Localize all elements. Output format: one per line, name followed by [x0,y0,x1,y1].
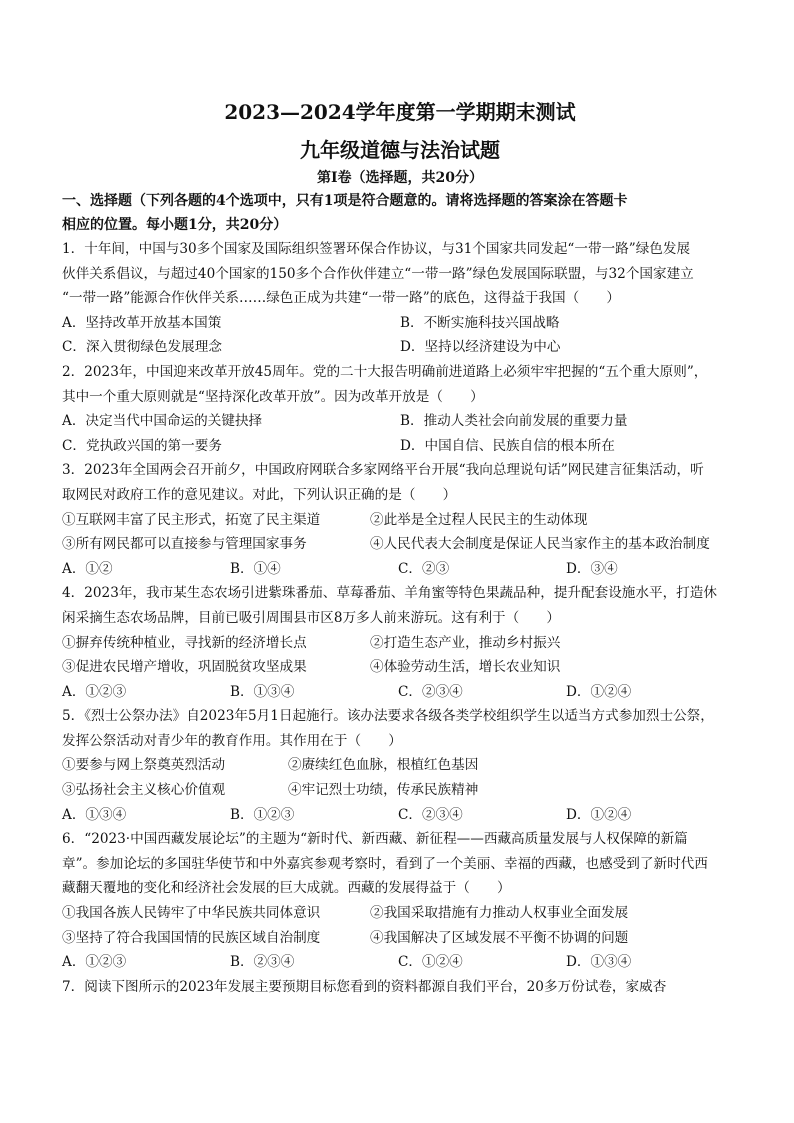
option-b: B．不断实施科技兴国战略 [400,314,560,331]
option-a: A．①②③ [62,683,127,700]
statement-3: ③所有网民都可以直接参与管理国家事务 [62,536,307,553]
question-1-line-3: “一带一路”能源合作伙伴关系……绿色正成为共建“一带一路”的底色，这得益于我国（ ） [62,290,620,307]
statement-3: ③弘扬社会主义核心价值观 [62,782,226,799]
question-6-line-1: 6．“2023·中国西藏发展论坛”的主题为“新时代、新西藏、新征程——西藏高质量发展与人权保障的新篇 [62,831,688,848]
option-d: D．中国自信、民族自信的根本所在 [400,437,615,454]
statement-2: ②打造生态产业，推动乡村振兴 [370,634,561,651]
option-d: D．③④ [566,560,618,577]
question-6-statements-row-2 [62,926,738,951]
statement-4: ④人民代表大会制度是保证人民当家作主的基本政治制度 [370,536,710,553]
option-a: A．①② [62,560,113,577]
question-2 [62,360,738,458]
option-b: B．①②③ [230,806,295,823]
statement-2: ②此举是全过程人民民主的生动体现 [370,511,588,528]
question-3-options-row [62,557,738,582]
option-a: A．①③④ [62,806,127,823]
question-6-statements-row-1 [62,901,738,926]
option-a: A．决定当代中国命运的关键抉择 [62,413,263,430]
statement-2: ②赓续红色血脉，根植红色基因 [288,757,479,774]
option-b: B．②③④ [230,954,295,971]
question-6-options-row [62,950,738,975]
question-2-line-1: 2．2023年，中国迎来改革开放45周年。党的二十大报告明确前进道路上必须牢牢把握的“五个重大原则”， [62,363,708,380]
question-3-statements-row-2 [62,532,738,557]
question-1-options-row-1 [62,311,738,336]
question-6 [62,827,738,975]
option-b: B．①④ [230,560,281,577]
question-6-line-2: 章”。参加论坛的多国驻华使节和中外嘉宾参观考察时，看到了一个美丽、幸福的西藏，也感受到了新时代西 [62,855,708,872]
question-2-line-2: 其中一个重大原则就是“坚持深化改革开放”。因为改革开放是（ ） [62,388,484,405]
option-a: A．①②③ [62,954,127,971]
question-5 [62,704,738,827]
exam-title: 2023—2024学年度第一学期期末测试 [224,100,576,124]
option-d: D．坚持以经济建设为中心 [400,339,561,356]
question-2-options-row-1 [62,409,738,434]
question-6-line-3: 藏翻天覆地的变化和经济社会发展的巨大成就。西藏的发展得益于（ ） [62,880,511,897]
question-5-options-row [62,803,738,828]
question-1-line-2: 伙伴关系倡议，与超过40个国家的150多个合作伙伴建立“一带一路”绿色发展国际联盟，与32个国家建立 [62,265,694,282]
question-1-options-row-2 [62,335,738,360]
option-a: A．坚持改革开放基本国策 [62,314,222,331]
option-c: C．党执政兴国的第一要务 [62,437,222,454]
option-d: D．①②④ [566,806,632,823]
question-7 [62,975,738,1000]
question-3-statements-row-1 [62,508,738,533]
question-4-line-1: 4．2023年，我市某生态农场引进紫珠番茄、草莓番茄、羊角蜜等特色果蔬品种，提升配套设施水平，打造休 [62,585,717,602]
question-5-statements-row-2 [62,778,738,803]
question-5-line-2: 发挥公祭活动对青少年的教育作用。其作用在于（ ） [62,732,402,749]
question-4-options-row [62,680,738,705]
option-c: C．深入贯彻绿色发展理念 [62,339,222,356]
part-title: 第Ⅰ卷（选择题，共20分） [316,170,484,186]
statement-1: ①我国各族人民铸牢了中华民族共同体意识 [62,905,321,922]
option-b: B．推动人类社会向前发展的重要力量 [400,413,628,430]
statement-4: ④牢记烈士功绩，传承民族精神 [288,782,479,799]
option-d: D．①③④ [566,954,632,971]
question-5-line-1: 5．《烈士公祭办法》自2023年5月1日起施行。该办法要求各级各类学校组织学生以适当方式参加烈士公祭， [62,708,714,725]
question-3-line-1: 3．2023年全国两会召开前夕，中国政府网联合多家网络平台开展“我向总理说句话”网民建言征集活动，听 [62,462,704,479]
statement-3: ③坚持了符合我国国情的民族区域自治制度 [62,929,321,946]
subject-title: 九年级道德与法治试题 [300,138,500,162]
question-4-statements-row-2 [62,655,738,680]
option-c: C．②③ [398,560,450,577]
question-4-line-2: 闲采摘生态农场品牌，目前已吸引周围县市区8万多人前来游玩。这有利于（ ） [62,609,561,626]
option-c: C．②③④ [398,806,463,823]
question-3 [62,458,738,581]
question-5-statements-row-1 [62,753,738,778]
statement-2: ②我国采取措施有力推动人权事业全面发展 [370,905,629,922]
section-heading-line-1: 一、选择题（下列各题的4个选项中，只有1项是符合题意的。请将选择题的答案涂在答题卡 [62,193,628,209]
question-4 [62,581,738,704]
statement-1: ①要参与网上祭奠英烈活动 [62,757,226,774]
statement-1: ①摒弃传统种植业，寻找新的经济增长点 [62,634,307,651]
statement-4: ④我国解决了区域发展不平衡不协调的问题 [370,929,629,946]
section-heading-line-2: 相应的位置。每小题1分，共20分） [62,217,288,233]
question-1-line-1: 1．十年间，中国与30多个国家及国际组织签署环保合作协议，与31个国家共同发起“一带一路”绿色发展 [62,241,691,257]
question-7-line-1: 7．阅读下图所示的2023年发展主要预期目标您看到的资料都源自我们平台，20多万份试卷，家威杏 [62,978,667,995]
statement-4: ④体验劳动生活，增长农业知识 [370,659,561,676]
option-b: B．①③④ [230,683,295,700]
question-1 [62,237,738,360]
option-c: C．②③④ [398,683,463,700]
option-d: D．①②④ [566,683,632,700]
statement-1: ①互联网丰富了民主形式，拓宽了民主渠道 [62,511,321,528]
question-3-line-2: 取网民对政府工作的意见建议。对此，下列认识正确的是（ ） [62,486,457,503]
statement-3: ③促进农民增产增收，巩固脱贫攻坚成果 [62,659,307,676]
question-2-options-row-2 [62,434,738,459]
option-c: C．①②④ [398,954,463,971]
question-4-statements-row-1 [62,631,738,656]
